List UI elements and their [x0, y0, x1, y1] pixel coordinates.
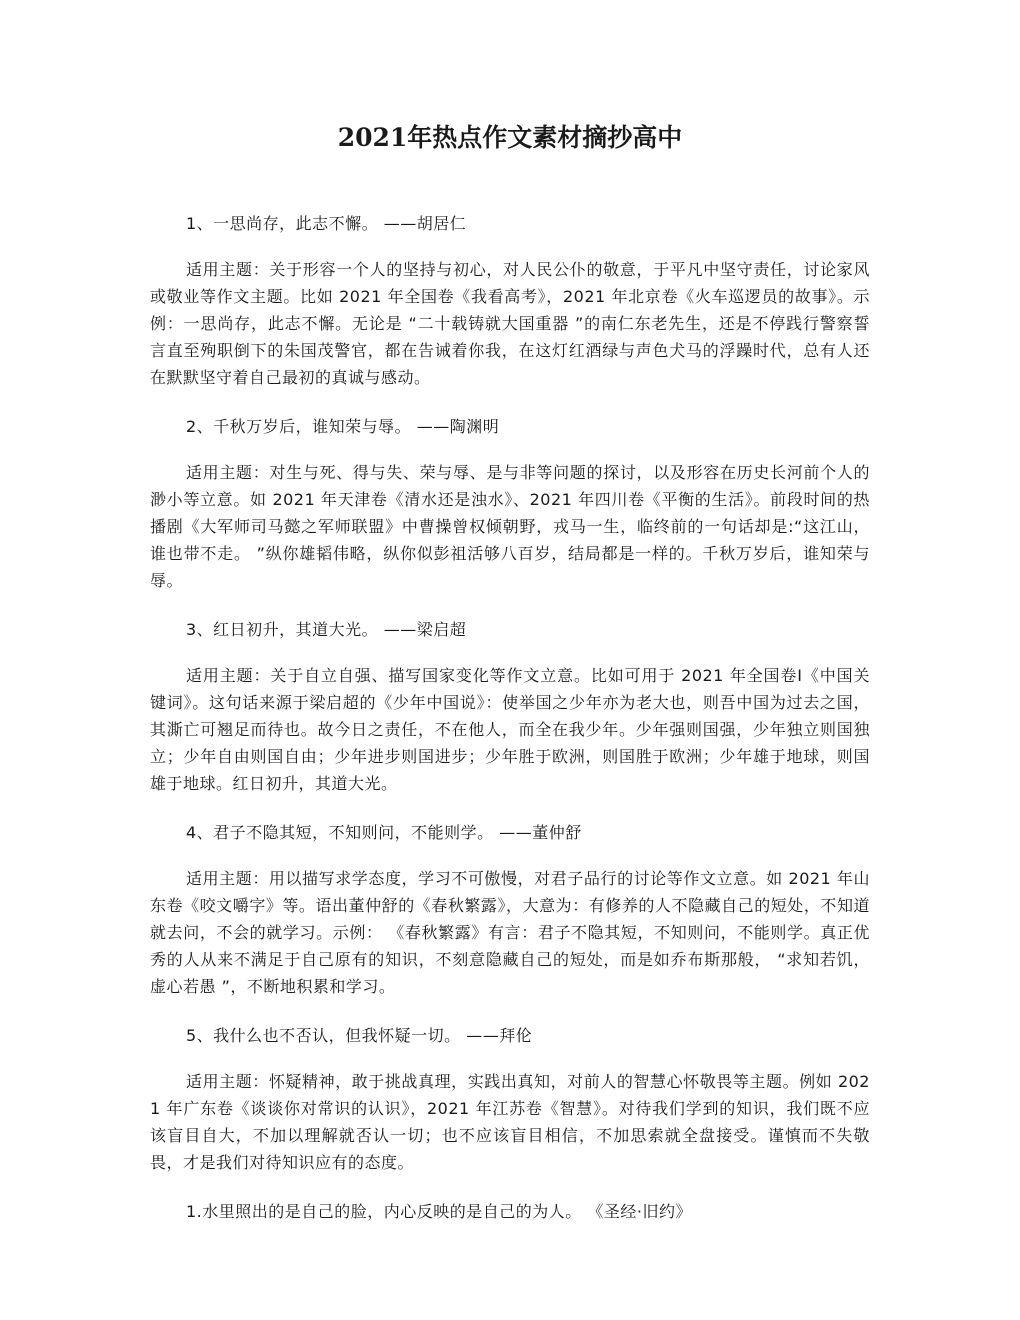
- document-body: [150, 210, 870, 1225]
- section-body-2: 适用主题：对生与死、得与失、荣与辱、是与非等问题的探讨，以及形容在历史长河前个人的渺小等立意。如 2021 年天津卷《清水还是浊水》、2021 年四川卷《平衡的生活》。前段时间的热播剧《大军师司马懿之军师联盟》中曹操曾权倾朝野，戎马一生，临终前的一句话却是:“这江山，谁也带不走。 ”纵你雄韬伟略，纵你似彭祖活够八百岁，结局都是一样的。千秋万岁后，谁知荣与辱。: [150, 463, 870, 590]
- section-heading-2: 2、千秋万岁后，谁知荣与辱。 ——陶渊明: [186, 417, 500, 436]
- document-title: 2021年热点作文素材摘抄高中: [337, 123, 683, 152]
- section-body-4: 适用主题：用以描写求学态度，学习不可傲慢，对君子品行的讨论等作文立意。如 2021 年山东卷《咬文嚼字》等。语出董仲舒的《春秋繁露》，大意为：有修养的人不隐藏自己的短处，不知道就去问，不会的就学习。示例： 《春秋繁露》有言：君子不隐其短，不知则问，不能则学。真正优秀的人从来不满足于自己原有的知识，不刻意隐藏自己的短处，而是如乔布斯那般， “求知若饥，虚心若愚 ”，不断地积累和学习。: [150, 869, 870, 996]
- final-heading: 1.水里照出的是自己的脸，内心反映的是自己的为人。 《圣经·旧约》: [186, 1202, 692, 1221]
- section-heading-4: 4、君子不隐其短，不知则问，不能则学。 ——董仲舒: [186, 823, 582, 842]
- section-heading-3: 3、红日初升，其道大光。 ——梁启超: [186, 620, 467, 639]
- section-body-5: 适用主题：怀疑精神，敢于挑战真理，实践出真知，对前人的智慧心怀敬畏等主题。例如 2021 年广东卷《谈谈你对常识的认识》，2021 年江苏卷《智慧》。对待我们学到的知识，我们既不应该盲目自大，不加以理解就否认一切；也不应该盲目相信，不加思索就全盘接受。谨慎而不失敬畏，才是我们对待知识应有的态度。: [150, 1072, 870, 1172]
- section-heading-1: 1、一思尚存，此志不懈。 ——胡居仁: [186, 214, 467, 233]
- section-heading-5: 5、我什么也不否认，但我怀疑一切。 ——拜伦: [186, 1026, 533, 1045]
- section-body-1: 适用主题：关于形容一个人的坚持与初心，对人民公仆的敬意，于平凡中坚守责任，讨论家风或敬业等作文主题。比如 2021 年全国卷《我看高考》，2021 年北京卷《火车巡逻员的故事》。示例：一思尚存，此志不懈。无论是 “二十载铸就大国重器 ”的南仁东老先生，还是不停践行警察誓言直至殉职倒下的朱国茂警官，都在告诫着你我，在这灯红酒绿与声色犬马的浮躁时代，总有人还在默默坚守着自己最初的真诚与感动。: [150, 260, 870, 387]
- section-body-3: 适用主题：关于自立自强、描写国家变化等作文立意。比如可用于 2021 年全国卷Ⅰ《中国关键词》。这句话来源于梁启超的《少年中国说》：使举国之少年亦为老大也，则吾中国为过去之国，其澌亡可翘足而待也。故今日之责任，不在他人，而全在我少年。少年强则国强，少年独立则国独立；少年自由则国自由；少年进步则国进步；少年胜于欧洲，则国胜于欧洲；少年雄于地球，则国雄于地球。红日初升，其道大光。: [150, 666, 870, 793]
